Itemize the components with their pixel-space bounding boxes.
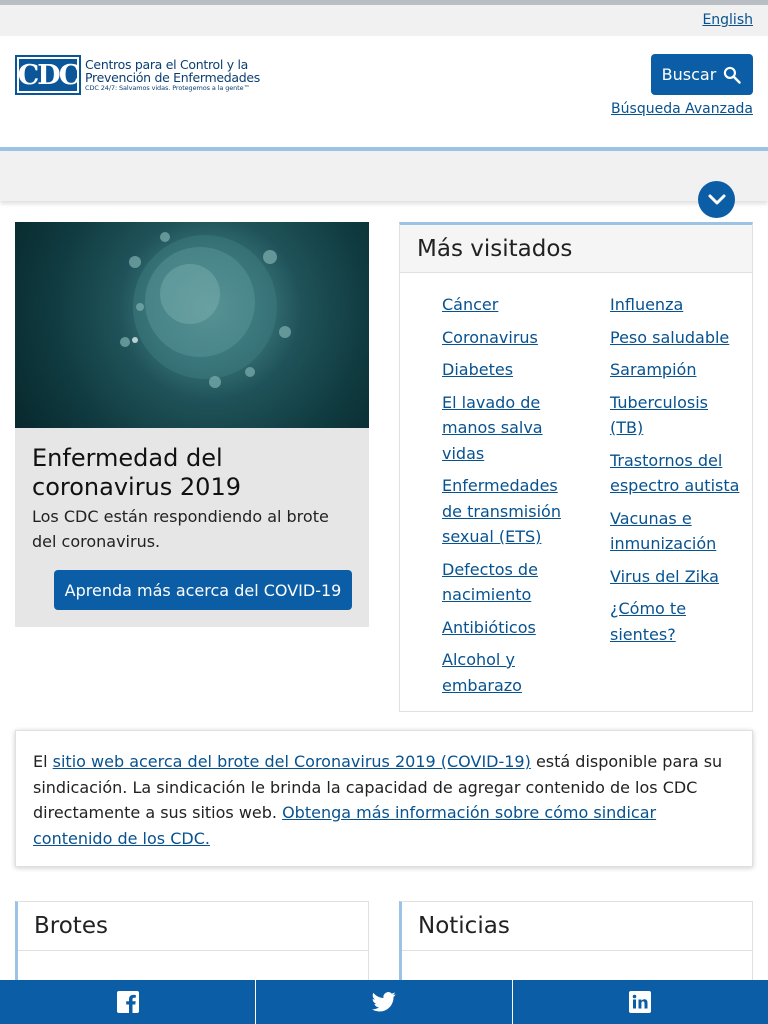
logo-abbr: CDC (15, 55, 81, 95)
hero-title: Enfermedad del coronavirus 2019 (32, 444, 241, 501)
synd-body: está disponible para su sindicación. La sindicación le brinda la capacidad de agregar contenido de los CDC directamente a sus sitios web. (33, 752, 723, 822)
list-item (610, 325, 740, 351)
visited-link[interactable]: Antibióticos (442, 617, 536, 637)
visited-link[interactable]: Trastornos del espectro autista (610, 450, 740, 495)
visited-link[interactable]: Influenza (610, 295, 684, 314)
list-item (442, 325, 572, 351)
visited-link[interactable]: Coronavirus (442, 327, 538, 347)
covid-hero-card (15, 222, 369, 627)
list-item (442, 473, 572, 550)
visited-link[interactable]: Virus del Zika (610, 566, 719, 586)
visited-link[interactable]: Peso saludable (610, 327, 730, 347)
covid-learn-more-button[interactable]: Aprenda más acerca del COVID-19 (54, 570, 352, 610)
nav-band (0, 151, 768, 201)
list-item (442, 292, 572, 318)
list-item (442, 647, 572, 698)
facebook-share-button[interactable] (0, 980, 256, 1024)
nav-expand-button[interactable] (698, 181, 735, 218)
most-visited-title: Más visitados (400, 225, 752, 273)
list-item (442, 390, 572, 467)
list-item (610, 292, 740, 318)
brotes-title: Brotes (18, 902, 368, 951)
hero-description: Los CDC están respondiendo al brote del coronavirus. (32, 507, 329, 551)
twitter-share-button[interactable] (256, 980, 512, 1024)
english-link[interactable]: English (702, 12, 753, 28)
language-bar (0, 5, 768, 36)
list-item (610, 564, 740, 590)
social-share-bar (0, 980, 768, 1024)
visited-link[interactable]: Sarampión (610, 360, 697, 379)
list-item (610, 448, 740, 499)
most-visited-col1 (442, 292, 572, 705)
search-button[interactable] (651, 54, 753, 95)
list-item (610, 357, 740, 383)
logo-tagline: CDC 24/7: Salvamos vidas. Protegemos a la gente™ (85, 84, 250, 93)
list-item (442, 357, 572, 383)
logo-text (85, 58, 260, 92)
visited-link[interactable]: Cáncer (442, 295, 499, 314)
visited-link[interactable]: Defectos de nacimiento (442, 559, 538, 604)
visited-link[interactable]: Enfermedades de transmisión sexual (ETS) (442, 476, 561, 546)
list-item (610, 390, 740, 441)
list-item (442, 557, 572, 608)
facebook-icon (116, 990, 140, 1014)
most-visited-panel (399, 222, 753, 712)
synd-prefix: El (33, 752, 53, 771)
visited-link[interactable]: Alcohol y embarazo (442, 650, 522, 695)
logo-line2: Prevención de Enfermedades (85, 70, 261, 86)
chevron-down-icon (707, 193, 727, 207)
search-label: Buscar (661, 65, 717, 84)
advanced-search-link[interactable]: Búsqueda Avanzada (611, 101, 753, 117)
syndication-info-link[interactable]: Obtenga más información sobre cómo sindicar contenido de los CDC. (33, 803, 657, 848)
coronavirus-image (15, 222, 369, 428)
twitter-icon (372, 991, 396, 1013)
list-item (442, 615, 572, 641)
visited-link[interactable]: ¿Cómo te sientes? (610, 599, 687, 644)
covid-site-link[interactable]: sitio web acerca del brote del Coronavirus 2019 (COVID-19) (52, 752, 531, 771)
most-visited-col2 (610, 292, 740, 654)
visited-link[interactable]: Diabetes (442, 360, 514, 379)
virus-illustration (15, 222, 369, 428)
linkedin-share-button[interactable] (513, 980, 768, 1024)
linkedin-icon (628, 990, 652, 1014)
cdc-logo[interactable] (15, 55, 260, 95)
search-icon (722, 65, 742, 85)
site-header (0, 36, 768, 148)
list-item (610, 506, 740, 557)
syndication-notice (15, 730, 753, 867)
visited-link[interactable]: Tuberculosis (TB) (610, 392, 708, 437)
visited-link[interactable]: Vacunas e inmunización (610, 508, 717, 553)
list-item (610, 596, 740, 647)
noticias-title: Noticias (402, 902, 752, 951)
logo-line1: Centros para el Control y la (85, 56, 249, 72)
visited-link[interactable]: El lavado de manos salva vidas (442, 392, 543, 463)
